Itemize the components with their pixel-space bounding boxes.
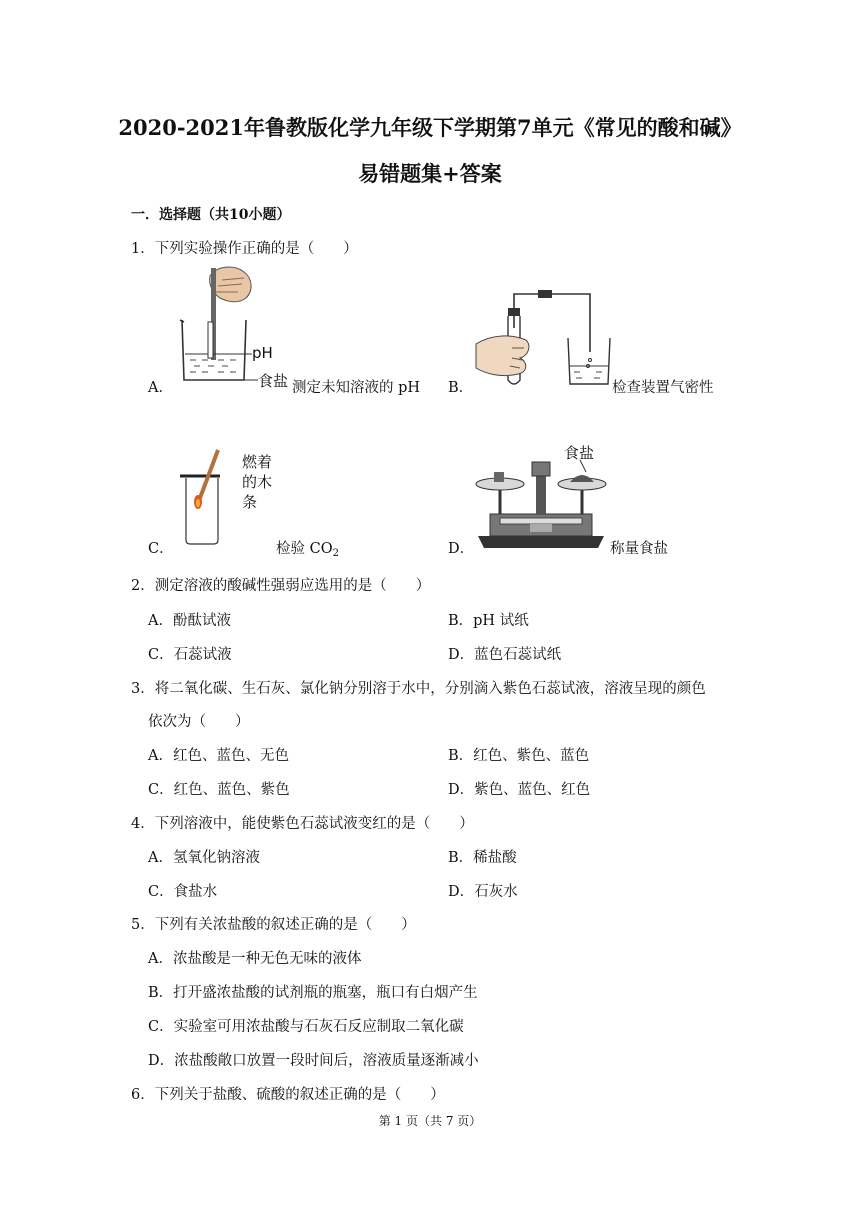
q1-option-b-caption: 检查装置气密性 <box>612 380 714 396</box>
q3-option-c: C．红色、蓝色、紫色 <box>148 782 290 798</box>
q3-stem-line2: 依次为（ ） <box>148 714 250 730</box>
q3-option-d: D．紫色、蓝色、红色 <box>448 782 591 798</box>
q1-option-c-caption-text: 检验 CO <box>276 541 333 557</box>
fig-a-ph-label: pH <box>252 344 273 362</box>
q2-option-d: D．蓝色石蕊试纸 <box>448 647 562 663</box>
q1-stem: 1．下列实验操作正确的是（ ） <box>131 241 358 257</box>
fig-d-salt-label: 食盐 <box>564 444 595 462</box>
q2-option-c: C．石蕊试液 <box>148 647 232 663</box>
q1-option-a-caption: 测定未知溶液的 pH <box>292 380 421 396</box>
q6-stem: 6．下列关于盐酸、硫酸的叙述正确的是（ ） <box>131 1087 445 1103</box>
q5-stem: 5．下列有关浓盐酸的叙述正确的是（ ） <box>131 917 416 933</box>
fig-c-label-line2: 的木 <box>242 473 273 491</box>
fig-b-airtight-test <box>472 290 612 390</box>
q5-option-b: B．打开盛浓盐酸的试剂瓶的瓶塞，瓶口有白烟产生 <box>148 985 478 1001</box>
q4-option-b: B．稀盐酸 <box>448 850 517 866</box>
q3-option-a: A．红色、蓝色、无色 <box>148 748 289 764</box>
q1-option-d-letter: D． <box>448 541 475 557</box>
q5-option-c: C．实验室可用浓盐酸与石灰石反应制取二氧化碳 <box>148 1019 464 1035</box>
page-footer: 第 1 页（共 7 页） <box>378 1114 482 1128</box>
q2-option-b: B．pH 试纸 <box>448 613 529 629</box>
q1-option-c-caption <box>276 537 339 559</box>
section-heading: 一．选择题（共10小题） <box>131 207 291 223</box>
fig-c-label-line3: 条 <box>242 493 258 511</box>
q1-option-b-letter: B． <box>448 380 474 396</box>
q1-option-c-caption-sub: 2 <box>332 548 339 559</box>
doc-title-line1: 2020-2021年鲁教版化学九年级下学期第7单元《常见的酸和碱》 <box>118 115 742 140</box>
q4-option-d: D．石灰水 <box>448 884 518 900</box>
doc-title-line2: 易错题集+答案 <box>358 161 502 186</box>
fig-c-label-line1: 燃着 <box>242 453 273 471</box>
q4-option-a: A．氢氧化钠溶液 <box>148 850 260 866</box>
fig-d-balance <box>470 458 612 550</box>
q4-option-c: C．食盐水 <box>148 884 218 900</box>
q4-stem: 4．下列溶液中，能使紫色石蕊试液变红的是（ ） <box>131 816 474 832</box>
q1-option-d-caption: 称量食盐 <box>610 541 668 557</box>
q1-option-c-letter: C． <box>148 541 174 557</box>
fig-c-label <box>242 452 272 512</box>
q2-option-a: A．酚酞试液 <box>148 613 231 629</box>
q5-option-a: A．浓盐酸是一种无色无味的液体 <box>148 951 362 967</box>
q3-stem-line1: 3．将二氧化碳、生石灰、氯化钠分别溶于水中，分别滴入紫色石蕊试液，溶液呈现的颜色 <box>131 681 706 697</box>
q1-option-a-letter: A． <box>148 380 173 396</box>
fig-a-salt-label: 食盐 <box>258 372 289 390</box>
q5-option-d: D．浓盐酸敞口放置一段时间后，溶液质量逐渐减小 <box>148 1053 479 1069</box>
q3-option-b: B．红色、紫色、蓝色 <box>448 748 590 764</box>
q2-stem: 2．测定溶液的酸碱性强弱应选用的是（ ） <box>131 578 431 594</box>
fig-c-co2-test <box>176 448 236 548</box>
